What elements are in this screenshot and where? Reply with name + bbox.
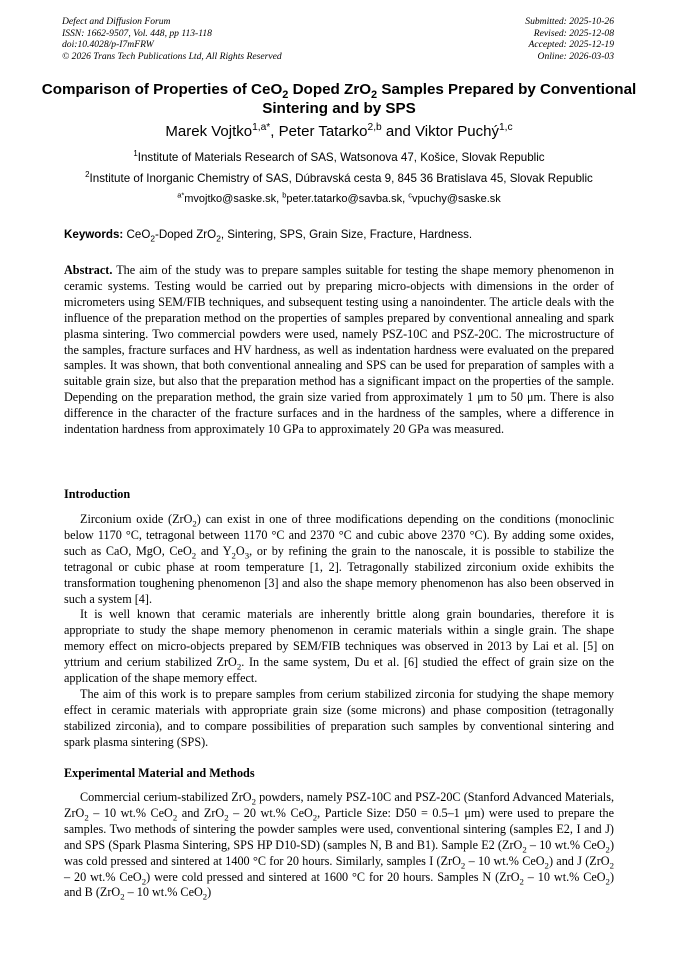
keywords: Keywords: CeO$_2$-Doped ZrO$_2$, Sintering, SPS, Grain Size, Fracture, Hardness. <box>64 228 473 244</box>
revised-date: Revised: 2025-12-08 <box>533 27 614 39</box>
online-date: Online: 2026-03-03 <box>537 50 614 62</box>
issn: ISSN: 1662-9507, Vol. 448, pp 113-118 <box>62 27 212 39</box>
accepted-date: Accepted: 2025-12-19 <box>528 39 614 51</box>
copyright: © 2026 Trans Tech Publications Ltd, All Rights Reserved <box>62 50 282 62</box>
doi[interactable]: doi:10.4028/p-I7mFRW <box>62 39 154 51</box>
affiliation-2: $^2$Institute of Inorganic Chemistry of SAS, Dúbravská cesta 9, 845 36 Bratislava 45, Slovak Republic <box>85 170 593 185</box>
intro-paragraph-3: The aim of this work is to prepare samples from cerium stabilized zirconia for studying the shape memory effect in ceramic materials with appropriate grain size (some microns) and phase composition (tetragonally stabilized zirconia), and to compare possibilities of preparation such samples by conventional sintering and spark plasma sintering (SPS). <box>64 686 614 749</box>
abstract-label: Abstract. <box>64 263 113 277</box>
methods-body <box>64 790 614 901</box>
journal-info <box>62 16 282 62</box>
affiliation-1: $^1$Institute of Materials Research of SAS, Watsonova 47, Košice, Slovak Republic <box>133 149 545 164</box>
methods-heading: Experimental Material and Methods <box>64 766 255 780</box>
methods-paragraph-1: Commercial cerium-stabilized ZrO$_2$ powders, namely PSZ-10C and PSZ-20C (Stanford Advanced Materials, ZrO$_2$ – 10 wt.% CeO$_2$ and ZrO$_2$ – 20 wt.% CeO$_2$, Particle Size: D50 = 0.5–1 μm) were used to prepare the samples. Two methods of sintering the powder samples were used, conventional sintering (samples E2, I and J) and SPS (Spark Plasma Sintering, SPS HP D10-SD) (samples N, B and B1). Sample E2 (ZrO$_2$ – 10 wt.% CeO$_2$) was cold pressed and sintered at 1400 °C for 20 hours. Similarly, samples I (ZrO$_2$ – 10 wt.% CeO$_2$) and J (ZrO$_2$ – 20 wt.% CeO$_2$) were cold pressed and sintered at 1600 °C for 20 hours. Samples N (ZrO$_2$ – 10 wt.% CeO$_2$) and B (ZrO$_2$ – 10 wt.% CeO$_2$) <box>64 790 615 902</box>
author-emails: $^{a*}$mvojtko@saske.sk, $^b$peter.tatarko@savba.sk, $^c$vpuchy@saske.sk <box>177 190 501 205</box>
submitted-date: Submitted: 2025-10-26 <box>525 16 614 27</box>
intro-paragraph-2: It is well known that ceramic materials are inherently brittle along grain boundaries, therefore it is appropriate to study the shape memory phenomenon in ceramic materials within a single grain. The shape memory effect on micro-objects prepared by SEM/FIB techniques was observed in 2013 by Lai et al. [5] on yttrium and cerium stabilized ZrO$_2$. In the same system, Du et al. [6] studied the effect of grain size on the application of the shape memory effect. <box>64 607 615 686</box>
dates-info <box>525 16 614 62</box>
abstract-text: The aim of the study was to prepare samples suitable for testing the shape memory phenomenon in ceramic systems. Testing would be carried out by preparing micro-objects with dimensions in the order of micrometers using SEM/FIB techniques, and subsequent testing using a nanoindenter. The article deals with the influence of the preparation method on the properties of samples prepared by conventional annealing and spark plasma sintering. Two commercial powders were used, namely PSZ-10C and PSZ-20C. The microstructure of the samples, fracture surfaces and HV hardness, as well as indentation hardness were evaluated on the prepared samples. It was shown, that both conventional annealing and SPS can be used for preparation of samples with a suitable grain size, but also that the preparation method has a significant impact on the properties of the sample. Depending on the preparation method, the grain size varied from approximately 1 μm to 50 μm. There is also difference in the character of the fracture surfaces and in the hardness of the samples, where a difference in indentation hardness from approximately 10 GPa to approximately 20 GPa was measured. <box>64 263 614 437</box>
introduction-body <box>64 512 614 751</box>
intro-paragraph-1: Zirconium oxide (ZrO$_2$) can exist in one of three modifications depending on the conditions (monoclinic below 1170 °C, tetragonal between 1170 °C and 2370 °C and cubic above 2370 °C). By adding some oxides, such as CaO, MgO, CeO$_2$ and $Y_2O_3$, or by refining the grain to the nanoscale, it is possible to stabilize the tetragonal or cubic phase at room temperature [1, 2]. Tetragonally stabilized zirconium oxide exhibits the transformation toughening phenomenon [3] and also the shape memory phenomenon has also been observed in such a system [4]. <box>64 512 614 606</box>
abstract <box>64 263 614 438</box>
author-list: Marek Vojtko$^{1,a*}$, Peter Tatarko$^{2,b}$ and Viktor Puchý$^{1,c}$ <box>165 122 513 140</box>
journal-name: Defect and Diffusion Forum <box>62 16 171 27</box>
introduction-heading: Introduction <box>64 487 131 501</box>
paper-title: Comparison of Properties of CeO$_2$ Doped ZrO$_2$ Samples Prepared by Conventional Sintering and by SPS <box>41 81 637 117</box>
